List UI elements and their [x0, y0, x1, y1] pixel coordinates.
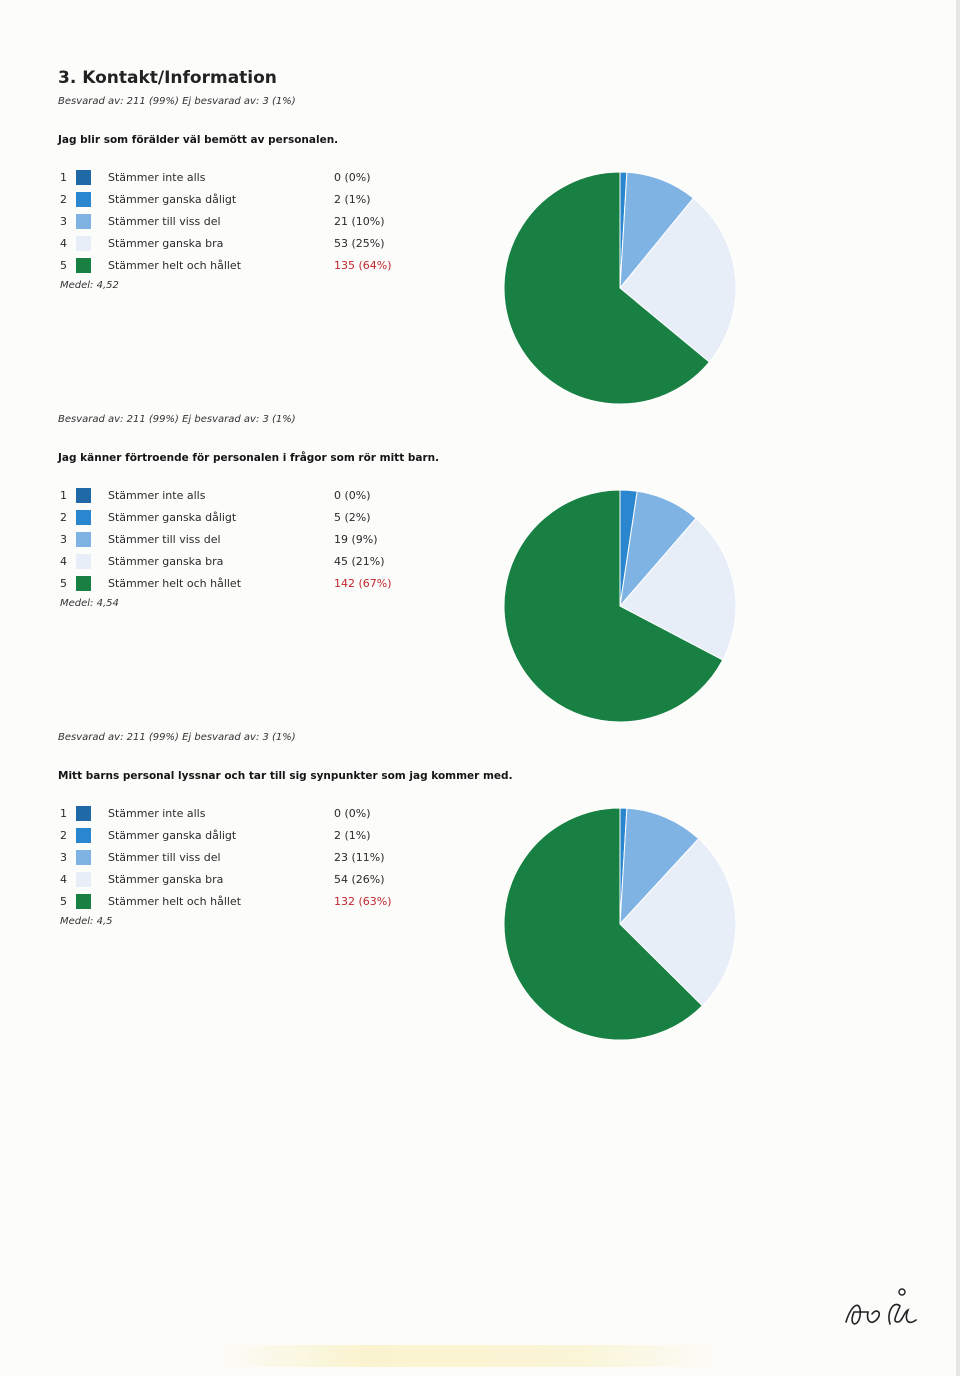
row-index: 2 — [60, 829, 67, 842]
row-index: 5 — [60, 895, 67, 908]
swatch-icon — [76, 554, 91, 569]
swatch-icon — [76, 806, 91, 821]
question-title: Jag blir som förälder väl bemött av personalen. — [58, 134, 339, 146]
row-count: 53 (25%) — [334, 237, 385, 250]
legend-row — [58, 212, 438, 232]
legend-row — [58, 190, 438, 210]
row-label: Stämmer helt och hållet — [108, 577, 242, 590]
legend-row — [58, 552, 438, 572]
row-index: 1 — [60, 489, 67, 502]
row-count: 135 (64%) — [334, 259, 392, 272]
mean-value: Medel: 4,5 — [60, 916, 113, 927]
legend-row — [58, 848, 438, 868]
row-count: 54 (26%) — [334, 873, 385, 886]
legend-row — [58, 826, 438, 846]
paper-smudge — [210, 1345, 730, 1367]
row-label: Stämmer helt och hållet — [108, 259, 242, 272]
mean-value: Medel: 4,54 — [60, 598, 119, 609]
swatch-icon — [76, 214, 91, 229]
legend-row — [58, 530, 438, 550]
legend-row — [58, 804, 438, 824]
legend-row — [58, 508, 438, 528]
row-label: Stämmer ganska bra — [108, 555, 224, 568]
row-label: Stämmer till viss del — [108, 851, 221, 864]
row-index: 3 — [60, 851, 67, 864]
row-count: 5 (2%) — [334, 511, 371, 524]
legend-row — [58, 574, 438, 594]
question-title: Mitt barns personal lyssnar och tar till sig synpunkter som jag kommer med. — [58, 770, 513, 782]
page-edge — [956, 0, 960, 1376]
answer-meta: Besvarad av: 211 (99%) Ej besvarad av: 3 (1%) — [58, 414, 296, 425]
pie-chart — [490, 476, 750, 736]
swatch-icon — [76, 532, 91, 547]
question-title: Jag känner förtroende för personalen i frågor som rör mitt barn. — [58, 452, 440, 464]
swatch-icon — [76, 192, 91, 207]
swatch-icon — [76, 576, 91, 591]
signature-icon — [838, 1282, 934, 1342]
row-label: Stämmer ganska bra — [108, 873, 224, 886]
answer-meta: Besvarad av: 211 (99%) Ej besvarad av: 3 (1%) — [58, 732, 296, 743]
swatch-icon — [76, 258, 91, 273]
row-count: 45 (21%) — [334, 555, 385, 568]
row-label: Stämmer inte alls — [108, 807, 206, 820]
row-label: Stämmer ganska bra — [108, 237, 224, 250]
row-count: 2 (1%) — [334, 829, 371, 842]
row-index: 2 — [60, 511, 67, 524]
pie-chart — [490, 158, 750, 418]
swatch-icon — [76, 236, 91, 251]
swatch-icon — [76, 488, 91, 503]
row-label: Stämmer ganska dåligt — [108, 511, 237, 524]
row-index: 4 — [60, 237, 67, 250]
row-label: Stämmer helt och hållet — [108, 895, 242, 908]
row-count: 2 (1%) — [334, 193, 371, 206]
row-index: 3 — [60, 215, 67, 228]
row-label: Stämmer inte alls — [108, 489, 206, 502]
answer-meta: Besvarad av: 211 (99%) Ej besvarad av: 3 (1%) — [58, 96, 296, 107]
swatch-icon — [76, 872, 91, 887]
page-title: 3. Kontakt/Information — [58, 68, 277, 88]
row-count: 132 (63%) — [334, 895, 392, 908]
row-index: 4 — [60, 873, 67, 886]
row-count: 21 (10%) — [334, 215, 385, 228]
row-index: 1 — [60, 171, 67, 184]
legend-row — [58, 234, 438, 254]
row-index: 3 — [60, 533, 67, 546]
row-label: Stämmer ganska dåligt — [108, 193, 237, 206]
row-label: Stämmer till viss del — [108, 215, 221, 228]
row-count: 0 (0%) — [334, 171, 371, 184]
swatch-icon — [76, 850, 91, 865]
row-count: 0 (0%) — [334, 489, 371, 502]
legend-row — [58, 870, 438, 890]
swatch-icon — [76, 828, 91, 843]
row-index: 5 — [60, 577, 67, 590]
row-index: 1 — [60, 807, 67, 820]
row-label: Stämmer ganska dåligt — [108, 829, 237, 842]
swatch-icon — [76, 894, 91, 909]
legend-row — [58, 486, 438, 506]
swatch-icon — [76, 510, 91, 525]
row-count: 0 (0%) — [334, 807, 371, 820]
row-index: 5 — [60, 259, 67, 272]
swatch-icon — [76, 170, 91, 185]
row-index: 4 — [60, 555, 67, 568]
mean-value: Medel: 4,52 — [60, 280, 119, 291]
legend-row — [58, 168, 438, 188]
legend-row — [58, 256, 438, 276]
row-index: 2 — [60, 193, 67, 206]
pie-chart — [490, 794, 750, 1054]
row-count: 23 (11%) — [334, 851, 385, 864]
row-label: Stämmer inte alls — [108, 171, 206, 184]
row-label: Stämmer till viss del — [108, 533, 221, 546]
row-count: 142 (67%) — [334, 577, 392, 590]
legend-row — [58, 892, 438, 912]
row-count: 19 (9%) — [334, 533, 378, 546]
